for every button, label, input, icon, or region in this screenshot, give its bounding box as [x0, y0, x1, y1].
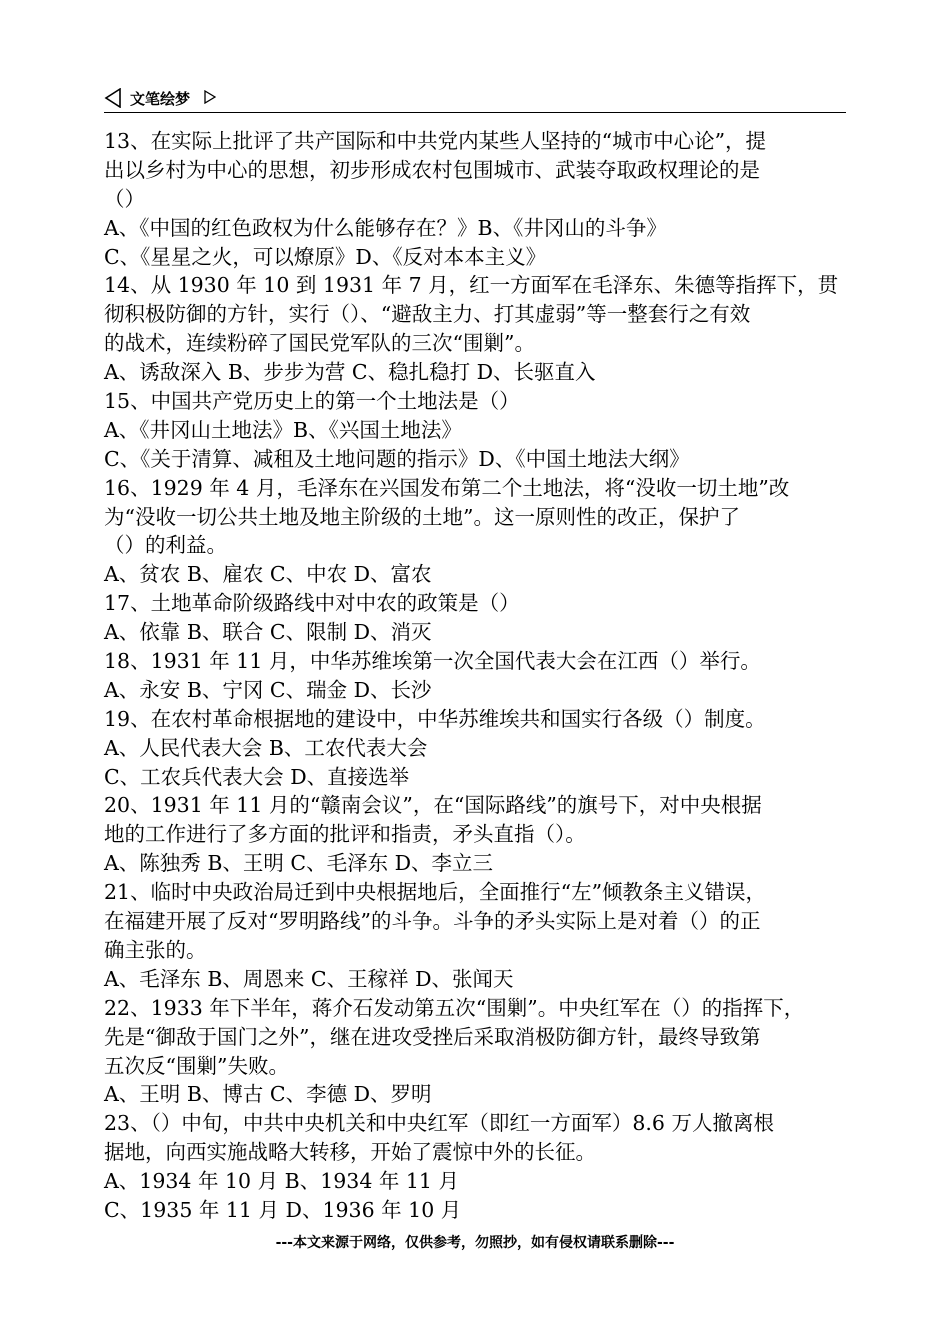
triangle-left-outline-icon	[104, 88, 122, 108]
text-line: 23、（）中旬，中共中央机关和中央红军（即红一方面军）8.6 万人撤离根	[104, 1111, 774, 1136]
text-line: A、贫农 B、雇农 C、中农 D、富农	[104, 562, 432, 587]
text-line: 16、1929 年 4 月，毛泽东在兴国发布第二个土地法，将“没收一切土地”改	[104, 475, 790, 500]
text-line: 18、1931 年 11 月，中华苏维埃第一次全国代表大会在江西（）举行。	[104, 649, 761, 674]
text-line: 22、1933 年下半年，蒋介石发动第五次“围剿”。中央红军在（）的指挥下，	[104, 995, 805, 1020]
text-line: C、工农兵代表大会 D、直接选举	[104, 764, 410, 789]
page-footer: ---本文来源于网络，仅供参考，勿照抄，如有侵权请联系删除---	[275, 1235, 675, 1251]
text-line: 21、临时中央政治局迁到中央根据地后，全面推行“左”倾教条主义错误，	[104, 880, 767, 905]
text-line: （）的利益。	[104, 533, 227, 558]
text-line: 20、1931 年 11 月的“赣南会议”，在“国际路线”的旗号下，对中央根据	[104, 793, 762, 818]
text-line: A、《中国的红色政权为什么能够存在？》B、《井冈山的斗争》	[104, 215, 667, 240]
document-body	[104, 127, 850, 1225]
text-line: A、诱敌深入 B、步步为营 C、稳扎稳打 D、长驱直入	[104, 360, 596, 385]
text-line: 17、土地革命阶级路线中对中农的政策是（）	[104, 591, 520, 616]
text-line: 的战术，连续粉碎了国民党军队的三次“围剿”。	[104, 331, 535, 356]
text-line: 14、从 1930 年 10 到 1931 年 7 月，红一方面军在毛泽东、朱德等指挥下，贯	[104, 273, 839, 298]
text-line: A、人民代表大会 B、工农代表大会	[104, 735, 428, 760]
text-line: 先是“御敌于国门之外”，继在进攻受挫后采取消极防御方针，最终导致第	[104, 1024, 761, 1049]
text-line: （）	[104, 186, 145, 211]
text-line: A、王明 B、博古 C、李德 D、罗明	[104, 1082, 432, 1107]
text-line: A、1934 年 10 月 B、1934 年 11 月	[104, 1169, 459, 1194]
text-line: A、毛泽东 B、周恩来 C、王稼祥 D、张闻天	[104, 966, 514, 991]
brand-name: 文笔绘梦	[130, 90, 191, 108]
text-line: 为“没收一切公共土地及地主阶级的土地”。这一原则性的改正，保护了	[104, 504, 740, 529]
text-line: C、《关于清算、减租及土地问题的指示》D、《中国土地法大纲》	[104, 446, 690, 471]
text-line: 出以乡村为中心的思想，初步形成农村包围城市、武装夺取政权理论的是	[104, 157, 760, 182]
text-line: A、《井冈山土地法》B、《兴国土地法》	[104, 417, 462, 442]
text-line: 五次反“围剿”失败。	[104, 1053, 289, 1078]
text-line: A、依靠 B、联合 C、限制 D、消灭	[104, 620, 432, 645]
triangle-right-outline-icon	[204, 90, 216, 104]
text-line: C、《星星之火，可以燎原》D、《反对本本主义》	[104, 244, 547, 269]
page-header	[104, 86, 846, 113]
text-line: 据地，向西实施战略大转移，开始了震惊中外的长征。	[104, 1140, 596, 1165]
text-line: A、永安 B、宁冈 C、瑞金 D、长沙	[104, 677, 432, 702]
text-line: 彻积极防御的方针，实行（）、“避敌主力、打其虚弱”等一整套行之有效	[104, 302, 751, 327]
text-line: 地的工作进行了多方面的批评和指责，矛头直指（）。	[104, 822, 586, 847]
text-line: 15、中国共产党历史上的第一个土地法是（）	[104, 389, 520, 414]
text-line: 确主张的。	[104, 937, 207, 962]
text-line: C、1935 年 11 月 D、1936 年 10 月	[104, 1197, 462, 1222]
text-line: 在福建开展了反对“罗明路线”的斗争。斗争的矛头实际上是对着（）的正	[104, 909, 761, 934]
text-line: A、陈独秀 B、王明 C、毛泽东 D、李立三	[104, 851, 494, 876]
text-line: 19、在农村革命根据地的建设中，中华苏维埃共和国实行各级（）制度。	[104, 706, 766, 731]
text-line: 13、在实际上批评了共产国际和中共党内某些人坚持的“城市中心论”，提	[104, 129, 767, 153]
